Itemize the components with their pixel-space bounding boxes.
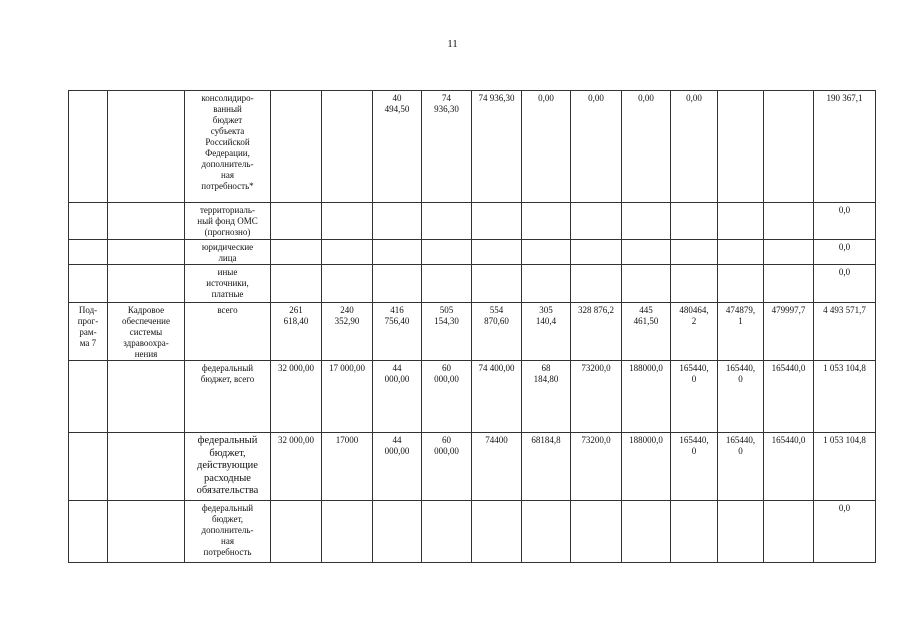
- value-cell: 165440,0: [764, 433, 814, 501]
- value-cell: [422, 265, 472, 303]
- value-cell: 60 000,00: [422, 361, 472, 433]
- value-cell: 32 000,00: [271, 433, 322, 501]
- value-cell: [622, 203, 671, 240]
- value-cell: 305 140,4: [522, 303, 571, 361]
- table-row: [69, 91, 876, 203]
- value-cell: [472, 203, 522, 240]
- value-cell: 0,00: [622, 91, 671, 203]
- value-cell: [322, 501, 373, 563]
- value-cell: 73200,0: [571, 361, 622, 433]
- funding-source-cell: федеральный бюджет, действующие расходные обязательства: [185, 433, 271, 501]
- value-cell: [322, 203, 373, 240]
- value-cell: [522, 265, 571, 303]
- value-cell: [322, 265, 373, 303]
- table-row: [69, 433, 876, 501]
- value-cell: 479997,7: [764, 303, 814, 361]
- value-cell: 416 756,40: [373, 303, 422, 361]
- value-cell: [718, 91, 764, 203]
- value-cell: [571, 501, 622, 563]
- value-cell: [271, 91, 322, 203]
- subprogram-cell: [69, 361, 108, 433]
- subprogram-cell: [69, 203, 108, 240]
- value-cell: [522, 501, 571, 563]
- value-cell: 17000: [322, 433, 373, 501]
- page-number: 11: [447, 38, 458, 50]
- subprogram-name-cell: [108, 91, 185, 203]
- value-cell: 68184,8: [522, 433, 571, 501]
- value-cell: [373, 240, 422, 265]
- value-cell: 32 000,00: [271, 361, 322, 433]
- value-cell: [764, 265, 814, 303]
- value-cell: [271, 203, 322, 240]
- value-cell: [472, 265, 522, 303]
- value-cell: 40 494,50: [373, 91, 422, 203]
- value-cell: [764, 203, 814, 240]
- value-cell: 474879, 1: [718, 303, 764, 361]
- funding-source-cell: всего: [185, 303, 271, 361]
- value-cell: 0,00: [571, 91, 622, 203]
- value-cell: 73200,0: [571, 433, 622, 501]
- value-cell: [671, 240, 718, 265]
- value-cell: 0,0: [814, 240, 876, 265]
- value-cell: 165440, 0: [718, 361, 764, 433]
- subprogram-name-cell: [108, 265, 185, 303]
- value-cell: [622, 501, 671, 563]
- funding-source-cell: консолидиро- ванный бюджет субъекта Российской Федерации, дополнитель- ная потребность*: [185, 91, 271, 203]
- value-cell: [522, 203, 571, 240]
- value-cell: 165440,0: [764, 361, 814, 433]
- value-cell: [373, 203, 422, 240]
- funding-source-cell: территориаль- ный фонд ОМС (прогнозно): [185, 203, 271, 240]
- value-cell: 4 493 571,7: [814, 303, 876, 361]
- subprogram-name-cell: [108, 203, 185, 240]
- value-cell: [422, 501, 472, 563]
- value-cell: 165440, 0: [671, 433, 718, 501]
- value-cell: [472, 501, 522, 563]
- subprogram-cell: [69, 265, 108, 303]
- subprogram-cell: [69, 91, 108, 203]
- subprogram-name-cell: [108, 501, 185, 563]
- value-cell: 44 000,00: [373, 433, 422, 501]
- funding-source-cell: юридические лица: [185, 240, 271, 265]
- value-cell: [373, 501, 422, 563]
- value-cell: [472, 240, 522, 265]
- value-cell: 505 154,30: [422, 303, 472, 361]
- table-row: [69, 265, 876, 303]
- value-cell: [422, 240, 472, 265]
- value-cell: 74 936,30: [422, 91, 472, 203]
- subprogram-name-cell: Кадровое обеспечение системы здравоохра- нения: [108, 303, 185, 361]
- value-cell: 188000,0: [622, 433, 671, 501]
- value-cell: [764, 91, 814, 203]
- value-cell: 0,0: [814, 501, 876, 563]
- subprogram-name-cell: [108, 361, 185, 433]
- table-row: [69, 361, 876, 433]
- value-cell: 0,00: [522, 91, 571, 203]
- value-cell: [271, 501, 322, 563]
- subprogram-name-cell: [108, 433, 185, 501]
- value-cell: 480464, 2: [671, 303, 718, 361]
- value-cell: 188000,0: [622, 361, 671, 433]
- funding-source-cell: федеральный бюджет, всего: [185, 361, 271, 433]
- value-cell: [671, 265, 718, 303]
- funding-source-cell: иные источники, платные: [185, 265, 271, 303]
- subprogram-cell: [69, 240, 108, 265]
- value-cell: [622, 240, 671, 265]
- table-row: [69, 240, 876, 265]
- value-cell: 190 367,1: [814, 91, 876, 203]
- subprogram-cell: Под- прог- рам- ма 7: [69, 303, 108, 361]
- value-cell: [718, 203, 764, 240]
- value-cell: 1 053 104,8: [814, 361, 876, 433]
- value-cell: 68 184,80: [522, 361, 571, 433]
- value-cell: [571, 265, 622, 303]
- subprogram-cell: [69, 501, 108, 563]
- value-cell: 165440, 0: [718, 433, 764, 501]
- value-cell: [322, 240, 373, 265]
- subprogram-cell: [69, 433, 108, 501]
- funding-source-cell: федеральный бюджет, дополнитель- ная потребность: [185, 501, 271, 563]
- value-cell: [422, 203, 472, 240]
- value-cell: 74 936,30: [472, 91, 522, 203]
- subprogram-name-cell: [108, 240, 185, 265]
- value-cell: [764, 501, 814, 563]
- value-cell: 0,0: [814, 203, 876, 240]
- table-row: [69, 303, 876, 361]
- value-cell: 240 352,90: [322, 303, 373, 361]
- value-cell: [718, 501, 764, 563]
- value-cell: [271, 240, 322, 265]
- value-cell: [522, 240, 571, 265]
- value-cell: [622, 265, 671, 303]
- budget-table: [68, 90, 876, 563]
- value-cell: [718, 265, 764, 303]
- value-cell: 44 000,00: [373, 361, 422, 433]
- value-cell: [322, 91, 373, 203]
- value-cell: [671, 203, 718, 240]
- value-cell: [571, 203, 622, 240]
- value-cell: 445 461,50: [622, 303, 671, 361]
- value-cell: [718, 240, 764, 265]
- value-cell: 1 053 104,8: [814, 433, 876, 501]
- value-cell: 0,0: [814, 265, 876, 303]
- table-row: [69, 203, 876, 240]
- value-cell: [271, 265, 322, 303]
- value-cell: 328 876,2: [571, 303, 622, 361]
- value-cell: 74400: [472, 433, 522, 501]
- table-row: [69, 501, 876, 563]
- value-cell: 261 618,40: [271, 303, 322, 361]
- value-cell: [373, 265, 422, 303]
- value-cell: [671, 501, 718, 563]
- value-cell: 17 000,00: [322, 361, 373, 433]
- value-cell: 0,00: [671, 91, 718, 203]
- value-cell: [764, 240, 814, 265]
- value-cell: 165440, 0: [671, 361, 718, 433]
- value-cell: 60 000,00: [422, 433, 472, 501]
- value-cell: 74 400,00: [472, 361, 522, 433]
- value-cell: 554 870,60: [472, 303, 522, 361]
- value-cell: [571, 240, 622, 265]
